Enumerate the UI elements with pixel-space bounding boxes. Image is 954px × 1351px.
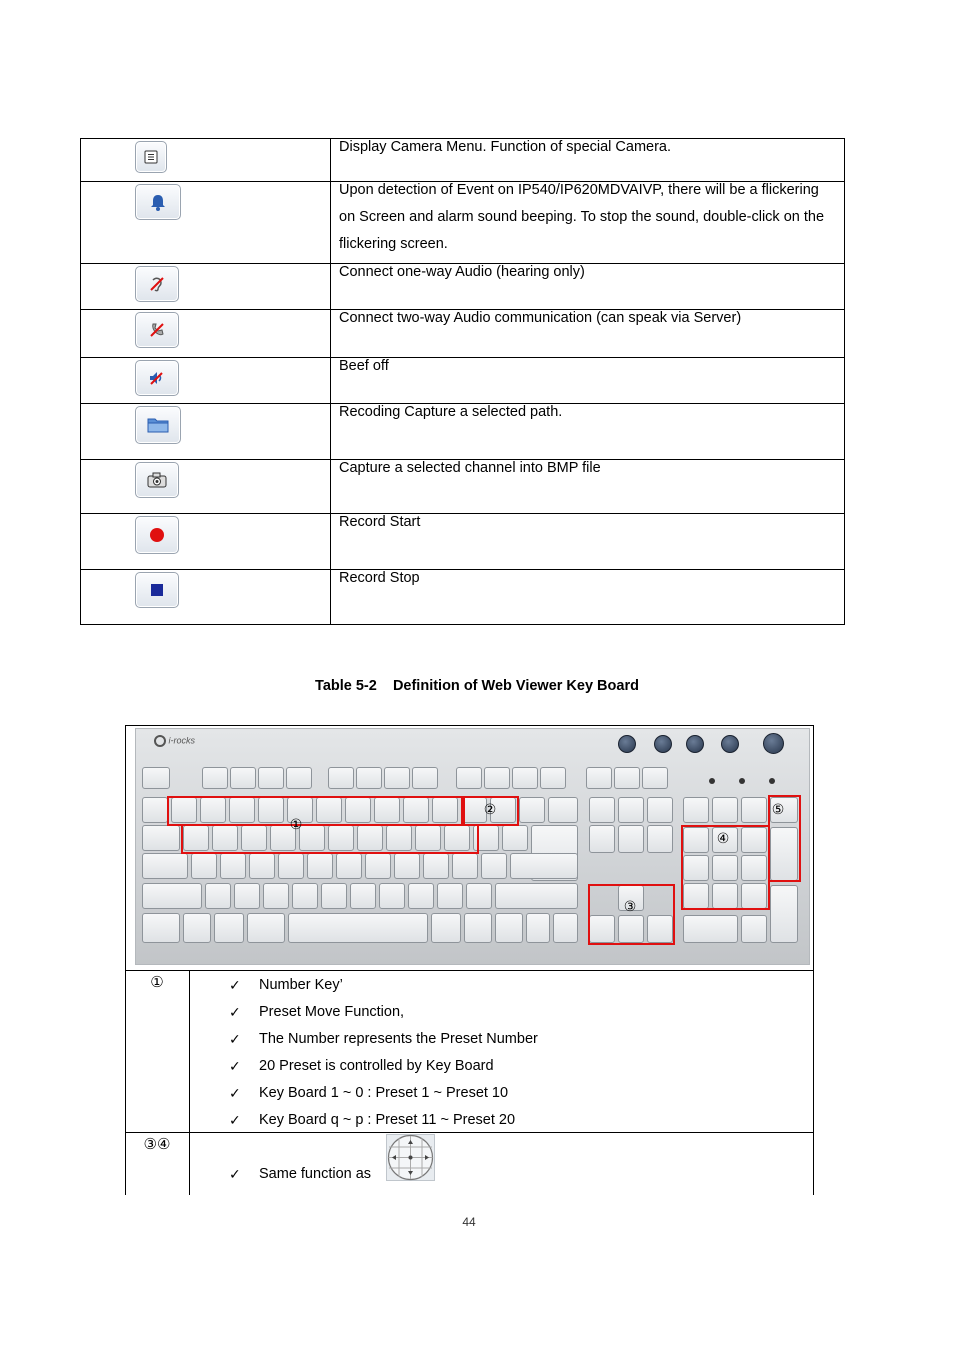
table-row xyxy=(81,139,845,182)
key xyxy=(770,885,798,943)
key xyxy=(452,853,478,879)
keyboard-image xyxy=(135,728,810,965)
status-led xyxy=(739,778,745,784)
key xyxy=(647,797,673,823)
key xyxy=(202,767,228,789)
key xyxy=(526,913,550,943)
definition-number: ① xyxy=(150,974,164,991)
key xyxy=(464,913,492,943)
list-item: ✓ Key Board q ~ p : Preset 11 ~ Preset 20 xyxy=(229,1107,538,1134)
key xyxy=(540,767,566,789)
key xyxy=(618,825,644,853)
table-row xyxy=(81,460,845,514)
spacebar-key xyxy=(288,913,428,943)
marker-4: ④ xyxy=(716,830,730,846)
sleep-button-icon xyxy=(686,735,704,753)
page-number: 44 xyxy=(462,1215,476,1229)
key xyxy=(456,767,482,789)
list-item: ✓ Same function as xyxy=(229,1161,371,1188)
list-item: ✓ 20 Preset is controlled by Key Board xyxy=(229,1053,538,1080)
definition-row xyxy=(125,1132,813,1195)
key xyxy=(263,883,289,909)
key xyxy=(712,797,738,823)
key xyxy=(618,797,644,823)
table-row xyxy=(81,182,845,264)
key xyxy=(292,883,318,909)
key xyxy=(408,883,434,909)
row-description: Connect one-way Audio (hearing only) xyxy=(339,264,585,280)
list-item: ✓ The Number represents the Preset Number xyxy=(229,1026,538,1053)
key xyxy=(519,797,545,823)
key xyxy=(510,853,578,879)
alarm-bell-icon xyxy=(135,184,181,220)
status-led xyxy=(709,778,715,784)
row-description: Record Start xyxy=(339,514,421,530)
check-icon: ✓ xyxy=(229,1085,241,1101)
key xyxy=(502,825,528,851)
check-icon: ✓ xyxy=(229,1112,241,1128)
key xyxy=(642,767,668,789)
icon-function-table xyxy=(80,138,845,625)
ptz-control-icon xyxy=(386,1134,435,1181)
table-row xyxy=(81,264,845,310)
internet-button-icon xyxy=(618,735,636,753)
list-item: ✓ Preset Move Function, xyxy=(229,999,538,1026)
key xyxy=(328,767,354,789)
row-description: Record Stop xyxy=(339,570,420,586)
key xyxy=(589,825,615,853)
highlight-qwerty-keys xyxy=(181,824,479,854)
key xyxy=(589,797,615,823)
table-row xyxy=(81,310,845,358)
key xyxy=(741,797,767,823)
highlight-number-keys xyxy=(167,796,463,826)
key xyxy=(481,853,507,879)
list-item: ✓ Key Board 1 ~ 0 : Preset 1 ~ Preset 10 xyxy=(229,1080,538,1107)
marker-2: ② xyxy=(483,801,497,817)
key xyxy=(683,915,738,943)
key xyxy=(683,797,709,823)
table-caption: Table 5-2 Definition of Web Viewer Key Board xyxy=(315,678,639,694)
camera-capture-icon xyxy=(135,462,179,498)
key xyxy=(431,913,461,943)
key xyxy=(495,913,523,943)
key xyxy=(214,913,244,943)
definition-number: ③④ xyxy=(143,1136,171,1153)
mail-button-icon xyxy=(654,735,672,753)
key xyxy=(379,883,405,909)
row-description: Beef off xyxy=(339,358,389,374)
list-item: ✓ Number Key’ xyxy=(229,972,538,999)
key xyxy=(512,767,538,789)
key xyxy=(278,853,304,879)
key xyxy=(484,767,510,789)
status-led xyxy=(769,778,775,784)
power-button-icon xyxy=(763,733,784,754)
keyboard-definition-table xyxy=(125,725,814,1194)
row-description: Connect two-way Audio communication (can speak via Server) xyxy=(339,310,742,326)
key xyxy=(230,767,256,789)
definition-row xyxy=(125,970,813,1133)
two-way-audio-icon xyxy=(135,312,179,348)
key xyxy=(548,797,578,823)
marker-5: ⑤ xyxy=(771,801,785,817)
row-description: Capture a selected channel into BMP file xyxy=(339,460,601,476)
wake-button-icon xyxy=(721,735,739,753)
folder-icon xyxy=(135,406,181,444)
key xyxy=(356,767,382,789)
row-description: Upon detection of Event on IP540/IP620MDVAIVP, there will be a flickering on Screen and alarm sound beeping. To stop the sound, double-click on the flickering screen. xyxy=(339,182,825,252)
marker-1: ① xyxy=(289,816,303,832)
key xyxy=(234,883,260,909)
check-icon: ✓ xyxy=(229,1166,241,1182)
table-row xyxy=(81,404,845,460)
row-description: Recoding Capture a selected path. xyxy=(339,404,563,420)
definition-list xyxy=(229,972,538,1134)
key xyxy=(466,883,492,909)
check-icon: ✓ xyxy=(229,1031,241,1047)
table-row xyxy=(81,358,845,404)
table-row xyxy=(81,514,845,570)
key xyxy=(142,883,202,909)
key xyxy=(495,883,578,909)
key xyxy=(191,853,217,879)
key xyxy=(741,915,767,943)
key xyxy=(286,767,312,789)
definition-list xyxy=(229,1161,371,1188)
key xyxy=(249,853,275,879)
key xyxy=(142,797,168,823)
key xyxy=(247,913,285,943)
one-way-audio-icon xyxy=(135,266,179,302)
marker-3: ③ xyxy=(623,898,637,914)
key xyxy=(394,853,420,879)
key xyxy=(412,767,438,789)
key xyxy=(350,883,376,909)
key xyxy=(614,767,640,789)
key xyxy=(647,825,673,853)
key xyxy=(384,767,410,789)
key xyxy=(142,767,170,789)
key xyxy=(205,883,231,909)
key xyxy=(258,767,284,789)
key xyxy=(321,883,347,909)
key xyxy=(423,853,449,879)
key xyxy=(183,913,211,943)
table-row xyxy=(81,570,845,625)
record-stop-icon xyxy=(135,572,179,608)
camera-menu-icon xyxy=(135,141,167,173)
key xyxy=(307,853,333,879)
key xyxy=(142,825,180,851)
keyboard-image-cell xyxy=(125,725,814,971)
key xyxy=(365,853,391,879)
record-start-icon xyxy=(135,516,179,554)
check-icon: ✓ xyxy=(229,1058,241,1074)
key xyxy=(220,853,246,879)
key xyxy=(142,853,188,879)
key xyxy=(142,913,180,943)
key xyxy=(553,913,578,943)
brand-logo: i-rocks xyxy=(154,735,195,747)
speaker-mute-icon xyxy=(135,360,179,396)
check-icon: ✓ xyxy=(229,977,241,993)
row-description: Display Camera Menu. Function of special Camera. xyxy=(339,139,672,155)
key xyxy=(437,883,463,909)
key xyxy=(336,853,362,879)
check-icon: ✓ xyxy=(229,1004,241,1020)
key xyxy=(586,767,612,789)
